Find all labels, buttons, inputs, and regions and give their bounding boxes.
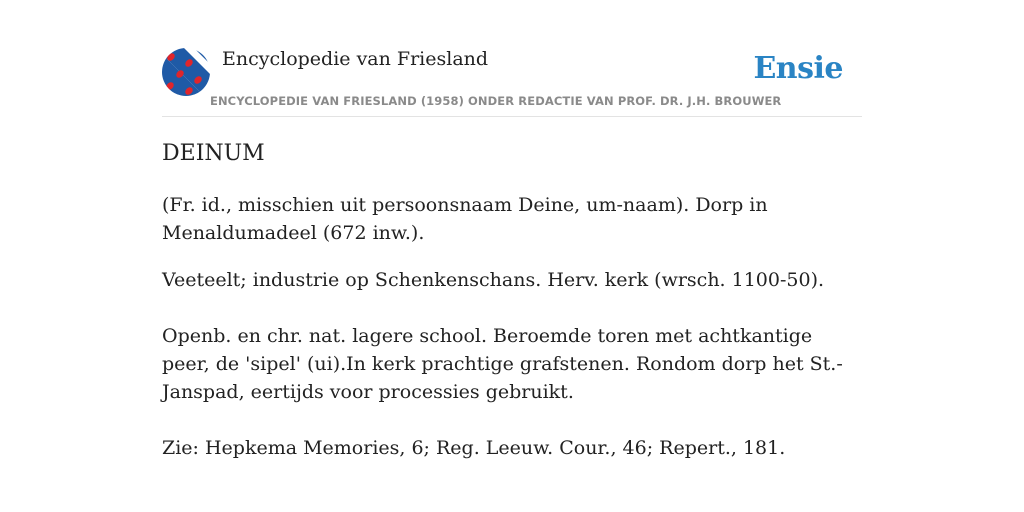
article-content xyxy=(162,138,862,462)
site-header xyxy=(162,40,862,117)
article-paragraph-origin: (Fr. id., misschien uit persoonsnaam Deine, um-naam). Dorp in Menaldumadeel (672 inw.). xyxy=(162,194,768,244)
article-paragraph-economy: Veeteelt; industrie op Schenkenschans. Herv. kerk (wrsch. 1100-50). xyxy=(162,269,825,291)
article-paragraph-buildings: Openb. en chr. nat. lagere school. Beroemde toren met achtkantige peer, de 'sipel' (ui).In kerk prachtige grafstenen. Rondom dorp het St.-Janspad, eertijds voor processies gebruikt. xyxy=(162,325,843,403)
site-title[interactable]: Encyclopedie van Friesland xyxy=(222,48,489,70)
site-subtitle: ENCYCLOPEDIE VAN FRIESLAND (1958) ONDER REDACTIE VAN PROF. DR. J.H. BROUWER xyxy=(210,94,782,108)
ensie-brand-logo[interactable]: Ensie xyxy=(753,51,843,86)
page-title: DEINUM xyxy=(162,141,265,166)
frisian-flag-icon[interactable] xyxy=(162,48,210,96)
article-paragraph-references: Zie: Hepkema Memories, 6; Reg. Leeuw. Cour., 46; Repert., 181. xyxy=(162,437,786,459)
